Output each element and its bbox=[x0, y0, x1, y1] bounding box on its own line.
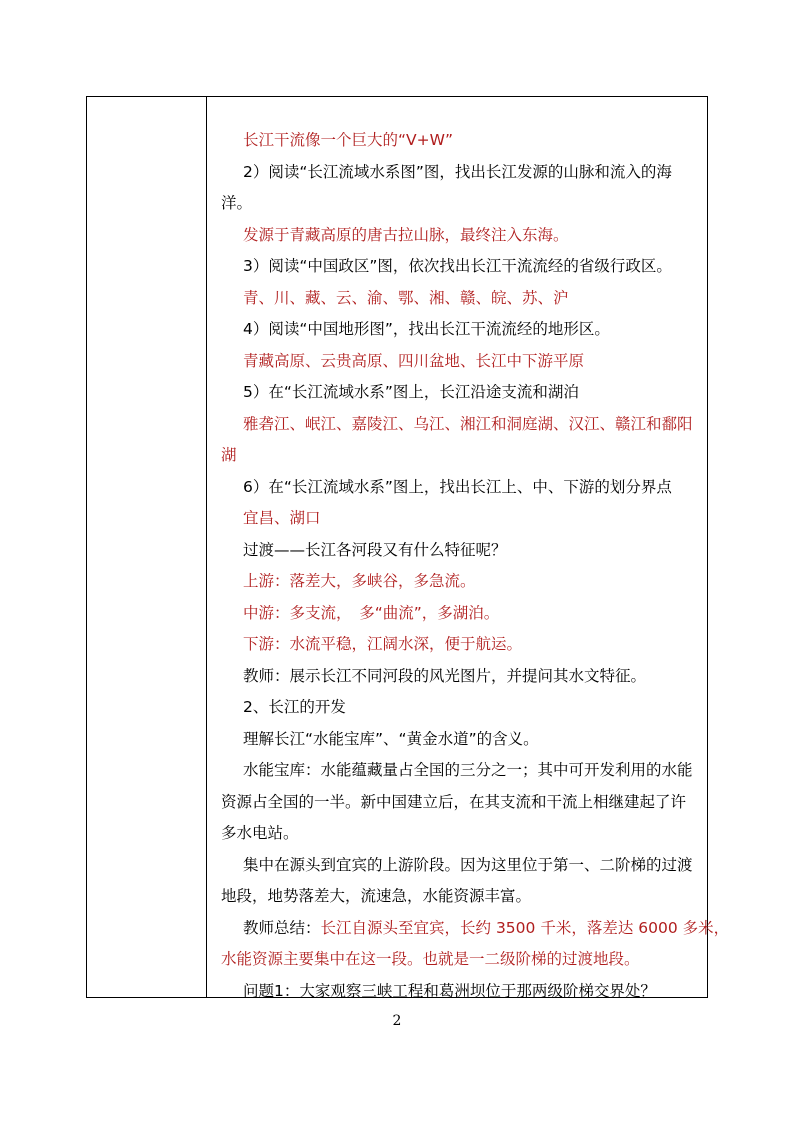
page-number: 2 bbox=[392, 1013, 402, 1029]
text-line: 青、川、藏、云、渝、鄂、湘、赣、皖、苏、沪 bbox=[243, 288, 569, 307]
text-line: 6）在“长江流域水系”图上，找出长江上、中、下游的划分界点 bbox=[243, 477, 672, 496]
text-line: 问题1：大家观察三峡工程和葛洲坝位于那两级阶梯交界处？ bbox=[243, 981, 656, 1000]
summary-prefix: 教师总结： bbox=[243, 918, 321, 937]
text-line: 地段，地势落差大，流速急，水能资源丰富。 bbox=[221, 887, 532, 905]
text-line: 发源于青藏高原的唐古拉山脉，最终注入东海。 bbox=[243, 225, 569, 244]
text-line: 雅砻江、岷江、嘉陵江、乌江、湘江和洞庭湖、汉江、赣江和鄱阳 bbox=[243, 414, 693, 433]
text-line: 2、长江的开发 bbox=[243, 698, 346, 716]
text-line: 教师：展示长江不同河段的风光图片，并提问其水文特征。 bbox=[243, 666, 647, 685]
text-line: 长江干流像一个巨大的“V+W” bbox=[243, 131, 453, 149]
text-line: 理解长江“水能宝库”、“黄金水道”的含义。 bbox=[243, 729, 539, 748]
text-line: 宜昌、湖口 bbox=[243, 509, 321, 527]
text-line: 5）在“长江流域水系”图上，长江沿途支流和湖泊 bbox=[243, 383, 579, 401]
summary-rest: 长江自源头至宜宾，长约 3500 千米，落差达 6000 多米， bbox=[320, 918, 730, 937]
left-column-cell bbox=[87, 97, 207, 997]
text-line: 资源占全国的一半。新中国建立后，在其支流和干流上相继建起了许 bbox=[221, 792, 687, 811]
text-line: 中游：多支流， 多“曲流”，多湖泊。 bbox=[243, 603, 500, 622]
text-line: 3）阅读“中国政区”图，依次找出长江干流流经的省级行政区。 bbox=[243, 257, 672, 275]
text-line: 集中在源头到宜宾的上游阶段。因为这里位于第一、二阶梯的过渡 bbox=[243, 855, 693, 874]
content-cell bbox=[207, 97, 730, 1000]
lesson-table bbox=[86, 96, 730, 1000]
text-line: 4）阅读“中国地形图”，找出长江干流流经的地形区。 bbox=[243, 320, 610, 338]
summary-line bbox=[221, 913, 730, 945]
text-line: 青藏高原、云贵高原、四川盆地、长江中下游平原 bbox=[243, 351, 585, 370]
text-line: 多水电站。 bbox=[221, 824, 299, 842]
text-line: 2）阅读“长江流域水系图”图，找出长江发源的山脉和流入的海 bbox=[243, 162, 672, 181]
text-line: 水能宝库：水能蕴藏量占全国的三分之一；其中可开发利用的水能 bbox=[243, 761, 693, 779]
text-line: 过渡——长江各河段又有什么特征呢？ bbox=[243, 540, 507, 559]
text-line: 上游：落差大，多峡谷，多急流。 bbox=[243, 572, 476, 590]
text-line: 湖 bbox=[221, 446, 237, 464]
text-line: 水能资源主要集中在这一段。也就是一二级阶梯的过渡地段。 bbox=[221, 950, 640, 968]
text-line: 洋。 bbox=[221, 194, 253, 212]
text-line: 下游：水流平稳，江阔水深，便于航运。 bbox=[243, 635, 523, 653]
